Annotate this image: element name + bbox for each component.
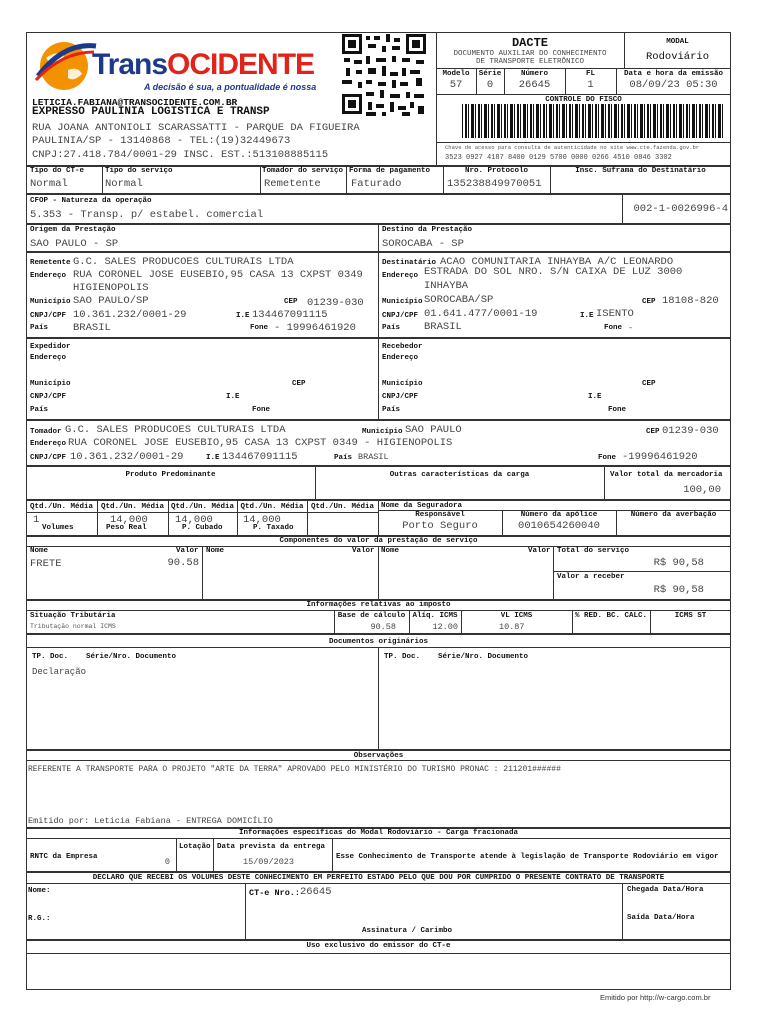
origem-value: SAO PAULO - SP: [30, 238, 119, 250]
tomador-ie-label: I.E: [206, 454, 220, 462]
comp-valor-label-1: Valor: [176, 547, 199, 555]
comp-item-value: 90.58: [167, 557, 199, 569]
destinatario-endereco-label: Endereço: [382, 272, 419, 280]
qtd-unit-3: P. Cubado: [182, 524, 223, 532]
origem-label: Origem da Prestação: [30, 226, 116, 234]
data-emissao-value: 08/09/23 05:30: [629, 79, 718, 91]
qtd-label-2: Qtd./Un. Média: [100, 503, 164, 511]
apolice-label: Número da apólice: [520, 511, 598, 519]
nome-label: Nome:: [28, 887, 51, 895]
remetente-cep-label: CEP: [284, 298, 298, 306]
dacte-subtitle-1: DOCUMENTO AUXILIAR DO CONHECIMENTO: [453, 50, 607, 58]
qtd-unit-1: Volumes: [42, 524, 74, 532]
expedidor-cnpj-label: CNPJ/CPF: [30, 393, 67, 401]
comp-item-name: FRETE: [30, 558, 62, 570]
data-prevista-label: Data prevista da entrega: [217, 843, 326, 851]
comp-nome-label-1: Nome: [30, 547, 49, 555]
recebedor-cnpj-label: CNPJ/CPF: [382, 393, 419, 401]
rg-label: R.G.:: [28, 915, 51, 923]
legislacao-text: Esse Conhecimento de Transporte atende à legislação de Transporte Rodoviário em vigor: [336, 853, 719, 861]
qtd-unit-2: Peso Real: [106, 524, 147, 532]
valor-receber-label: Valor a receber: [557, 573, 625, 581]
globe-icon: [34, 36, 98, 94]
doc-row-1-tp: Declaração: [32, 667, 87, 677]
remetente-municipio: SAO PAULO/SP: [73, 295, 149, 307]
valor-receber-value: R$ 90,58: [653, 584, 704, 596]
qtd-unit-4: P. Taxado: [253, 524, 294, 532]
declaracao-title: DECLARO QUE RECEBI OS VOLUMES DESTE CONHECIMENTO EM PERFEITO ESTADO PELO QUE DOU POR CUMPRIDO O PRESENTE CONTRATO DE TRANSPORTE: [92, 874, 665, 882]
uso-exclusivo-title: Uso exclusivo do emissor do CT-e: [306, 942, 451, 950]
remetente-ie: 134467091115: [252, 309, 328, 321]
rntc-label: RNTC da Empresa: [30, 853, 98, 861]
destinatario-endereco-2: INHAYBA: [424, 280, 469, 292]
comp-valor-label-3: Valor: [528, 547, 551, 555]
expedidor-fone-label: Fone: [252, 406, 271, 414]
assinatura-label: Assinatura / Carimbo: [362, 927, 453, 935]
tomador-name: G.C. SALES PRODUCOES CULTURAIS LTDA: [65, 424, 286, 436]
dacte-subtitle-2: DE TRANSPORTE ELETRÔNICO: [475, 58, 585, 66]
remetente-pais: BRASIL: [73, 322, 111, 334]
base-calculo-value: 90.58: [370, 622, 396, 632]
numero-value: 26645: [518, 79, 551, 91]
documentos-title: Documentos originários: [328, 638, 429, 646]
situacao-label: Situação Tributária: [30, 612, 116, 620]
lotacao-label: Lotação: [179, 843, 211, 851]
observacoes-title: Observações: [353, 752, 404, 760]
qtd-value-1: 1: [33, 514, 40, 526]
tomador-pais-label: País: [334, 454, 353, 462]
lotacao-value: 0: [164, 857, 170, 867]
apolice-value: 0010654260040: [518, 520, 600, 532]
produto-label: Produto Predominante: [125, 471, 216, 479]
cte-nro-label: CT-e Nro.:: [249, 888, 301, 898]
observacoes-emitido: Emitido por: Leticia Fabiana - ENTREGA DOMICÍLIO: [28, 816, 273, 826]
slogan: A decisão é sua, a pontualidade é nossa: [144, 82, 317, 92]
chave-text: Chave de acesso para consulta de autenticidade no site www.cte.fazenda.gov.br: [445, 144, 700, 151]
remetente-endereco-2: HIGIENOPOLIS: [73, 282, 149, 294]
data-emissao-label: Data e hora da emissão: [623, 70, 724, 78]
logo-ocidente: OCIDENTE: [167, 48, 315, 81]
remetente-cnpj-label: CNPJ/CPF: [30, 312, 67, 320]
imposto-title: Informações relativas ao imposto: [306, 601, 451, 609]
numero-label: Número: [520, 70, 548, 78]
remetente-ie-label: I.E: [236, 312, 250, 320]
situacao-value: Tributação normal ICMS: [30, 623, 116, 630]
tomador-cnpj: 10.361.232/0001-29: [70, 451, 184, 463]
tomador-label: Tomador: [30, 428, 62, 436]
emitente-address: RUA JOANA ANTONIOLI SCARASSATTI - PARQUE DA FIGUEIRA: [32, 122, 360, 134]
averbacao-label: Número da averbação: [630, 511, 717, 519]
destinatario-cep: 18108-820: [662, 295, 719, 307]
expedidor-endereco-label: Endereço: [30, 354, 67, 362]
remetente-fone: - 19996461920: [274, 322, 356, 334]
destinatario-municipio-label: Município: [382, 298, 423, 306]
destinatario-fone: -: [628, 323, 634, 333]
modal-label: MODAL: [666, 38, 689, 46]
destinatario-name: ACAO COMUNITARIA INHAYBA A/C LEONARDO: [440, 256, 674, 268]
responsavel-label: Responsável: [415, 511, 465, 519]
destinatario-municipio: SOROCABA/SP: [424, 294, 494, 306]
forma-pagamento-value: Faturado: [351, 178, 402, 190]
dacte-title: DACTE: [511, 36, 548, 50]
qtd-value-2: 14,000: [110, 514, 148, 526]
expedidor-cep-label: CEP: [292, 380, 306, 388]
recebedor-ie-label: I.E: [588, 393, 602, 401]
expedidor-ie-label: I.E: [226, 393, 240, 401]
remetente-cep: 01239-030: [307, 297, 364, 309]
remetente-cnpj: 10.361.232/0001-29: [73, 309, 187, 321]
recebedor-cep-label: CEP: [642, 380, 656, 388]
expedidor-label: Expedidor: [30, 343, 71, 351]
cfop-label: CFOP - Natureza da operação: [30, 197, 152, 205]
remetente-name: G.C. SALES PRODUCOES CULTURAIS LTDA: [73, 256, 294, 268]
observacoes-text: REFERENTE A TRANSPORTE PARA O PROJETO "ARTE DA TERRA" APROVADO PELO MINISTÉRIO DO TURISMO PRONAC : 211201######: [28, 765, 561, 774]
qtd-value-4: 14,000: [243, 514, 281, 526]
tipo-cte-value: Normal: [30, 178, 68, 190]
destinatario-cep-label: CEP: [642, 298, 656, 306]
remetente-fone-label: Fone: [250, 324, 269, 332]
doc-serie-label-2: Série/Nro. Documento: [438, 653, 529, 661]
aliq-icms-label: Alíq. ICMS: [412, 612, 458, 620]
tomador-endereco-label: Endereço: [30, 440, 67, 448]
serie-value: 0: [486, 79, 494, 91]
destinatario-label: Destinatário: [382, 259, 437, 267]
doc-tp-label-1: TP. Doc.: [32, 653, 69, 661]
emitente-email: LETICIA.FABIANA@TRANSOCIDENTE.COM.BR: [32, 97, 238, 108]
cfop-value: 5.353 - Transp. p/ estabel. comercial: [30, 209, 264, 221]
recebedor-fone-label: Fone: [608, 406, 627, 414]
destinatario-cnpj-label: CNPJ/CPF: [382, 312, 419, 320]
total-servico-label: Total do serviço: [557, 547, 630, 555]
modelo-value: 57: [449, 79, 463, 91]
tomador-cnpj-label: CNPJ/CPF: [30, 454, 67, 462]
recebedor-endereco-label: Endereço: [382, 354, 419, 362]
responsavel-value: Porto Seguro: [402, 520, 478, 532]
company-logo: [34, 36, 334, 94]
icms-st-label: ICMS ST: [674, 612, 707, 620]
chegada-label: Chegada Data/Hora: [627, 886, 704, 894]
emitente-cnpj: CNPJ:27.418.784/0001-29 INSC. EST.:513108885115: [32, 149, 329, 161]
comp-valor-label-2: Valor: [352, 547, 375, 555]
qtd-label-4: Qtd./Un. Média: [240, 503, 304, 511]
emitente-city: PAULINIA/SP - 13140868 - TEL:(19)32449673: [32, 135, 291, 147]
barcode: [462, 104, 724, 138]
tomador-cep: 01239-030: [662, 425, 719, 437]
doc-serie-label-1: Série/Nro. Documento: [86, 653, 177, 661]
protocolo-label: Nro. Protocolo: [464, 167, 528, 175]
destinatario-ie: ISENTO: [596, 308, 634, 320]
remetente-endereco-label: Endereço: [30, 272, 67, 280]
remetente-pais-label: País: [30, 324, 49, 332]
tomador-servico-label: Tomador do serviço: [262, 167, 344, 175]
tomador-fone: -19996461920: [622, 451, 698, 463]
destino-label: Destino da Prestação: [382, 226, 473, 234]
comp-nome-label-3: Nome: [381, 547, 400, 555]
componentes-title: Componentes do valor da prestação de serviço: [279, 537, 478, 545]
destinatario-pais: BRASIL: [424, 321, 462, 333]
aliq-icms-value: 12.00: [432, 622, 458, 632]
chave-value: 3523 0927 4187 8400 0129 5700 0000 0266 4510 0846 3302: [445, 154, 672, 162]
vl-icms-label: VL ICMS: [500, 612, 533, 620]
data-prevista-value: 15/09/2023: [243, 857, 295, 867]
fl-value: 1: [587, 79, 594, 91]
emitente-name: EXPRESSO PAULINIA LOGISTICA E TRANSP: [32, 106, 270, 118]
destino-value: SOROCABA - SP: [382, 238, 464, 250]
recebedor-municipio-label: Município: [382, 380, 423, 388]
outras-caracteristicas-label: Outras características da carga: [389, 471, 530, 479]
tomador-cep-label: CEP: [646, 428, 660, 436]
red-bc-label: % RED. BC. CALC.: [574, 612, 647, 620]
forma-pagamento-label: Forma de pagamento: [349, 167, 431, 175]
remetente-municipio-label: Município: [30, 298, 71, 306]
destinatario-fone-label: Fone: [604, 324, 623, 332]
recebedor-pais-label: País: [382, 406, 401, 414]
qtd-label-3: Qtd./Un. Média: [170, 503, 234, 511]
expedidor-pais-label: País: [30, 406, 49, 414]
tomador-pais: BRASIL: [358, 452, 389, 462]
protocolo-value: 135238849970051: [447, 178, 542, 190]
destinatario-ie-label: I.E: [580, 312, 594, 320]
recebedor-label: Recebedor: [382, 343, 423, 351]
seguradora-label: Nome da Seguradora: [381, 502, 463, 510]
valor-total-value: 100,00: [683, 484, 721, 496]
logo-trans: Trans: [92, 48, 168, 81]
modelo-label: Modelo: [442, 70, 470, 78]
footer-emitido: Emitido por http://w-cargo.com.br: [600, 993, 711, 1002]
tipo-servico-value: Normal: [105, 178, 143, 190]
modal-value: Rodoviário: [645, 51, 709, 63]
qtd-value-3: 14,000: [175, 514, 213, 526]
destinatario-cnpj: 01.641.477/0001-19: [424, 308, 538, 320]
vl-icms-value: 10.87: [499, 622, 525, 632]
cte-nro-value: 26645: [300, 886, 332, 898]
modal-info-title: Informações específicas do Modal Rodoviário - Carga fracionada: [238, 829, 519, 837]
serie-label: Série: [478, 70, 502, 78]
fl-label: FL: [585, 70, 595, 78]
destinatario-pais-label: País: [382, 324, 401, 332]
tomador-fone-label: Fone: [598, 454, 617, 462]
qtd-label-1: Qtd./Un. Média: [29, 503, 93, 511]
qr-code: [340, 32, 430, 118]
comp-nome-label-2: Nome: [206, 547, 225, 555]
total-servico-value: R$ 90,58: [653, 557, 704, 569]
suframa-label: Insc. Suframa do Destinatário: [575, 167, 706, 175]
remetente-label: Remetente: [30, 259, 71, 267]
tomador-ie: 134467091115: [222, 451, 298, 463]
tipo-servico-label: Tipo do serviço: [105, 167, 173, 175]
expedidor-municipio-label: Município: [30, 380, 71, 388]
tomador-municipio: SAO PAULO: [405, 424, 462, 436]
qtd-label-5: Qtd./Un. Média: [310, 503, 374, 511]
valor-total-label: Valor total da mercadoria: [610, 471, 723, 479]
tomador-servico-value: Remetente: [264, 178, 321, 190]
tipo-cte-label: Tipo do CT-e: [30, 167, 85, 175]
controle-fisco-label: CONTROLE DO FISCO: [545, 96, 622, 104]
remetente-endereco: RUA CORONEL JOSE EUSEBIO,95 CASA 13 CXPST 0349: [73, 269, 363, 281]
saida-label: Saída Data/Hora: [627, 914, 695, 922]
doc-tp-label-2: TP. Doc.: [384, 653, 421, 661]
destinatario-endereco: ESTRADA DO SOL NRO. S/N CAIXA DE LUZ 3000: [424, 266, 683, 278]
cfop-code: 002-1-0026996-4: [633, 203, 728, 215]
tomador-municipio-label: Município: [362, 428, 403, 436]
base-calculo-label: Base de cálculo: [337, 612, 406, 620]
tomador-endereco: RUA CORONEL JOSE EUSEBIO,95 CASA 13 CXPST 0349 - HIGIENOPOLIS: [68, 437, 453, 449]
